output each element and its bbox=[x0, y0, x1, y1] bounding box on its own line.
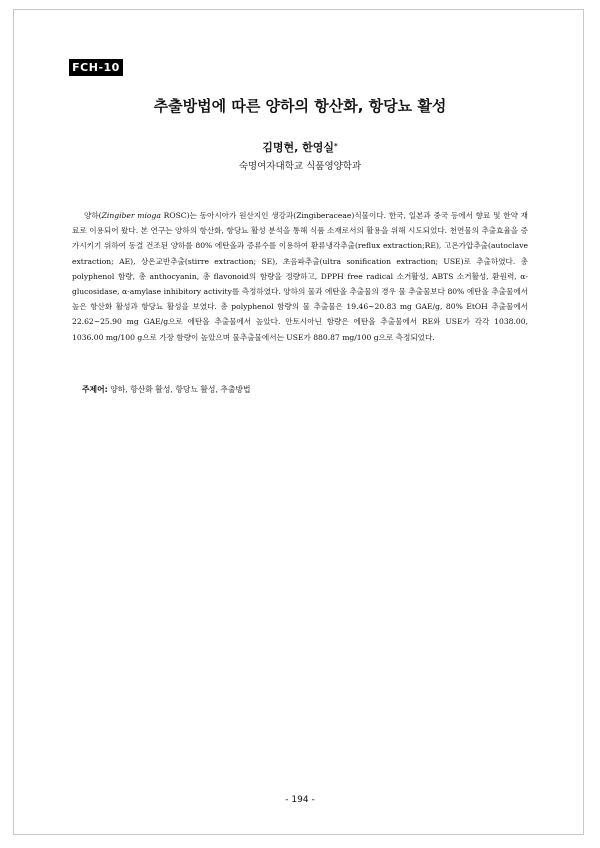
affiliation: 숙명여자대학교 식품영양학과 bbox=[238, 161, 362, 172]
keywords bbox=[82, 383, 522, 397]
species-name: Zingiber mioga bbox=[101, 211, 161, 220]
corresponding-author-mark: * bbox=[334, 142, 338, 150]
page-number: - 194 - bbox=[285, 795, 315, 805]
page-frame bbox=[13, 9, 584, 835]
author-line bbox=[0, 140, 600, 156]
keywords-label: 주제어: bbox=[82, 385, 108, 394]
paper-title: 추출방법에 따른 양하의 항산화, 항당뇨 활성 bbox=[153, 97, 447, 115]
session-code-badge: FCH-10 bbox=[69, 59, 123, 76]
abstract bbox=[72, 208, 528, 345]
author-names: 김명현, 한영실 bbox=[262, 141, 335, 154]
abstract-intro: 양하( bbox=[84, 211, 102, 220]
keywords-list: 양하, 항산화 활성, 항당뇨 활성, 추출방법 bbox=[110, 385, 251, 394]
abstract-paragraph bbox=[72, 208, 528, 345]
abstract-text: ROSC)는 동아시아가 원산지인 생강과(Zingiberaceae)식물이다. 한국, 일본과 중국 등에서 향료 및 한약 재료로 이용되어 왔다. 본 연구는 양하의 항산화, 항당뇨 활성 분석을 통해 식품 소재로서의 활용을 위해 시도되었다. 천연물의 추출효율을 증가시키기 위하여 동결 건조된 양하를 80% 에탄올과 증류수를 이용하여 환류냉각추출(reflux extraction;RE), 고온가압추출(autoclave extraction; AE), 상온교반추출(stirre extraction; SE), 초음파추출(ultra sonification extraction; USE)로 추출하였다. 총 polyphenol 함량, 총 anthocyanin, 총 flavonoid의 함량을 정량하고, DPPH free radical 소거활성, ABTS 소거활성, 환원력, α-glucosidase, α-amylase inhibitory activity를 측정하였다. 양하의 물과 에탄올 추출물의 경우 물 추출물보다 80% 에탄올 추출물에서 높은 항산화 활성과 항당뇨 활성을 보였다. 총 polyphenol 함량의 물 추출물은 19.46∼20.83 mg GAE/g, 80% EtOH 추출물에서 22.62∼25.90 mg GAE/g으로 에탄올 추출물에서 높았다. 안토시아닌 함량은 에탄올 추출물에서 RE와 USE가 각각 1038.00, 1036.00 mg/100 g으로 가장 함량이 높았으며 물추출물에서는 USE가 880.87 mg/100 g으로 측정되었다. bbox=[72, 211, 529, 342]
